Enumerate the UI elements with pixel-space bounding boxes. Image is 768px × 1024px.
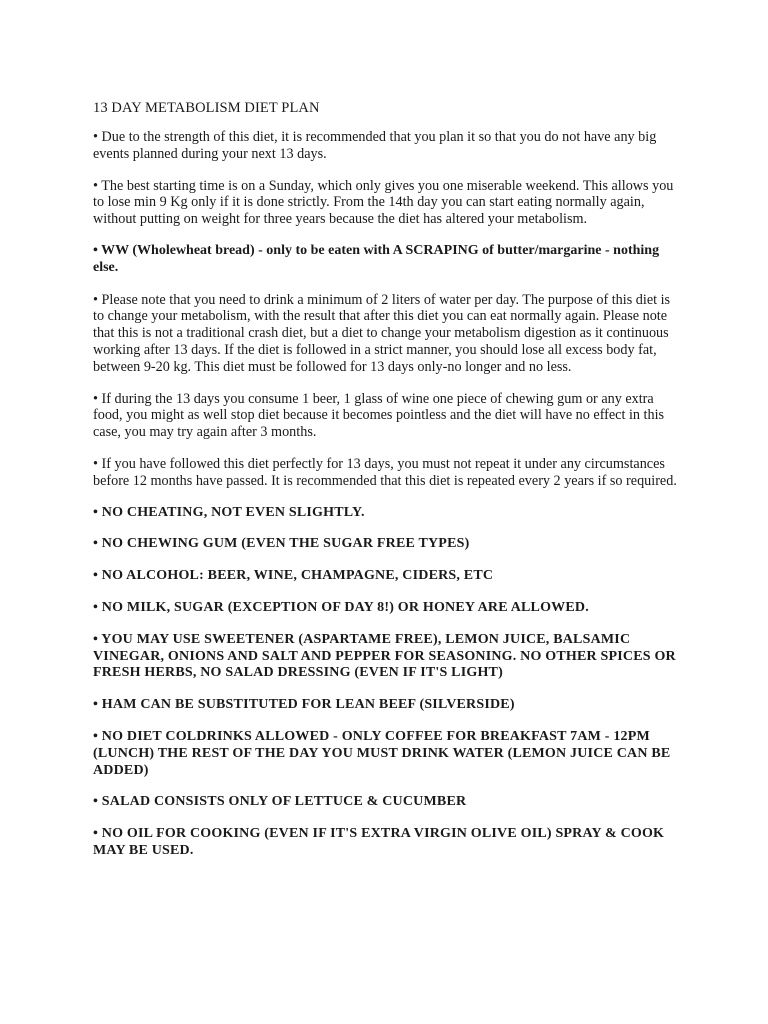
paragraph-consumption-warning: • If during the 13 days you consume 1 beer, 1 glass of wine one piece of chewing gum or any extra food, you might as well stop diet because it becomes pointless and the diet will have no effect in this case, you may try again after 3 months. — [93, 390, 665, 441]
rule-no-oil: • NO OIL FOR COOKING (EVEN IF IT'S EXTRA VIRGIN OLIVE OIL) SPRAY & COOK MAY BE USED. — [93, 826, 665, 858]
rule-no-milk-sugar: • NO MILK, SUGAR (EXCEPTION OF DAY 8!) OR HONEY ARE ALLOWED. — [93, 599, 589, 615]
document-page — [93, 100, 679, 875]
rule-ham-substitute: • HAM CAN BE SUBSTITUTED FOR LEAN BEEF (SILVERSIDE) — [93, 697, 515, 713]
rule-no-diet-coldrinks: • NO DIET COLDRINKS ALLOWED - ONLY COFFEE FOR BREAKFAST 7AM - 12PM (LUNCH) THE REST OF THE DAY YOU MUST DRINK WATER (LEMON JUICE CAN BE ADDED) — [93, 728, 671, 778]
rule-no-cheating: • NO CHEATING, NOT EVEN SLIGHTLY. — [93, 504, 365, 520]
paragraph-water-metabolism: • Please note that you need to drink a minimum of 2 liters of water per day. The purpose of this diet is to change your metabolism, with the result that after this diet you can eat normally again. Please note that this is not a traditional crash diet, but a diet to change your metabolism digestion as it continuous working after 13 days. If the diet is followed in a strict manner, you should lose all excess body fat, between 9-20 kg. This diet must be followed for 13 days only-no longer and no less. — [93, 291, 671, 375]
paragraph-planning: • Due to the strength of this diet, it is recommended that you plan it so that you do not have any big events planned during your next 13 days. — [93, 129, 657, 162]
rule-no-chewing-gum: • NO CHEWING GUM (EVEN THE SUGAR FREE TYPES) — [93, 536, 470, 552]
rule-salad: • SALAD CONSISTS ONLY OF LETTUCE & CUCUMBER — [93, 794, 467, 810]
document-title: 13 DAY METABOLISM DIET PLAN — [93, 100, 320, 116]
paragraph-starting-time: • The best starting time is on a Sunday, which only gives you one miserable weekend. This allows you to lose min 9 Kg only if it is done strictly. From the 14th day you can start eating normally again, without putting on weight for three years because the diet has altered your metabolism. — [93, 177, 674, 228]
rule-no-alcohol: • NO ALCOHOL: BEER, WINE, CHAMPAGNE, CIDERS, ETC — [93, 568, 494, 584]
rule-seasoning: • YOU MAY USE SWEETENER (ASPARTAME FREE), LEMON JUICE, BALSAMIC VINEGAR, ONIONS AND SALT AND PEPPER FOR SEASONING. NO OTHER SPICES OR FRESH HERBS, NO SALAD DRESSING (EVEN IF IT'S LIGHT) — [93, 631, 676, 681]
paragraph-repeat-warning: • If you have followed this diet perfectly for 13 days, you must not repeat it under any circumstances before 12 months have passed. It is recommended that this diet is repeated every 2 years if so required. — [93, 455, 677, 489]
paragraph-wholewheat-bread: • WW (Wholewheat bread) - only to be eaten with A SCRAPING of butter/margarine - nothing else. — [93, 242, 660, 275]
